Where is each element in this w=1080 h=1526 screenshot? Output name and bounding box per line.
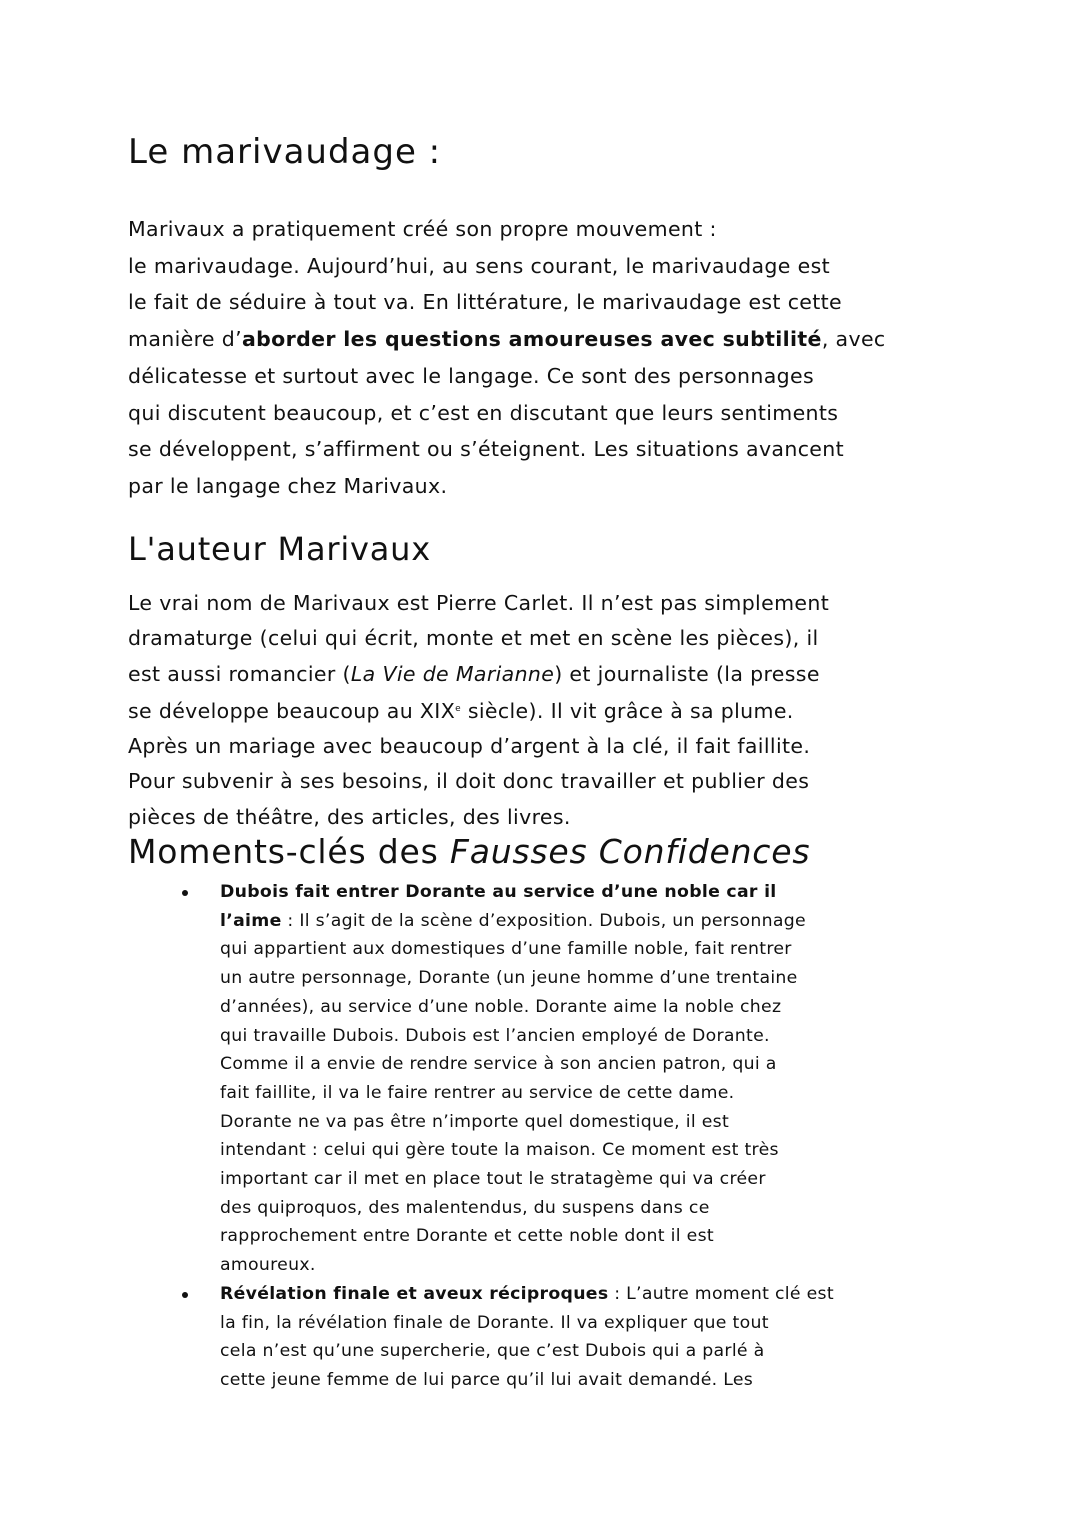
paragraph-marivaudage (128, 211, 886, 505)
text-segment: la fin, la révélation finale de Dorante. Il va expliquer que tout (220, 1312, 769, 1333)
text-segment: est aussi romancier ( (128, 661, 351, 686)
text-segment: Après un mariage avec beaucoup d’argent à la clé, il fait faillite. (128, 734, 811, 759)
text-segment: manière d’ (128, 327, 242, 352)
text-line (128, 431, 886, 468)
text-segment: : L’autre moment clé est (608, 1283, 834, 1304)
text-line (220, 878, 834, 907)
text-segment: le fait de séduire à tout va. En littérature, le marivaudage est cette (128, 290, 843, 315)
text-segment: , avec (821, 327, 886, 352)
text-segment: pièces de théâtre, des articles, des livres. (128, 804, 571, 829)
text-segment: un autre personnage, Dorante (un jeune homme d’une trentaine (220, 968, 798, 989)
text-segment: qui travaille Dubois. Dubois est l’ancien employé de Dorante. (220, 1025, 770, 1046)
text-line (220, 1251, 834, 1280)
text-segment: Dorante ne va pas être n’importe quel domestique, il est (220, 1111, 730, 1132)
text-segment: intendant : celui qui gère toute la maison. Ce moment est très (220, 1140, 779, 1161)
bullet-icon (182, 1292, 188, 1298)
text-segment: par le langage chez Marivaux. (128, 473, 448, 498)
text-line (128, 358, 886, 395)
text-line (220, 1050, 834, 1079)
text-line (128, 211, 886, 248)
text-line (128, 321, 886, 358)
text-segment: cela n’est qu’une supercherie, que c’est Dubois qui a parlé à (220, 1341, 765, 1362)
heading-text: Moments-clés des (128, 832, 450, 871)
text-line (220, 993, 834, 1022)
bold-text: l’aime (220, 910, 282, 931)
text-segment: rapprochement entre Dorante et cette noble dont il est (220, 1226, 714, 1247)
text-line (128, 468, 886, 505)
text-segment: Marivaux a pratiquement créé son propre mouvement : (128, 217, 717, 241)
text-segment: fait faillite, il va le faire rentrer au service de cette dame. (220, 1082, 735, 1103)
text-segment: important car il met en place tout le stratagème qui va créer (220, 1169, 766, 1190)
heading-marivaudage: Le marivaudage : (128, 132, 442, 172)
list-item (0, 1280, 834, 1395)
text-line (128, 800, 829, 835)
text-segment: Le vrai nom de Marivaux est Pierre Carlet. Il n’est pas simplement (128, 591, 830, 615)
text-line (220, 1222, 834, 1251)
text-line (128, 248, 886, 285)
text-segment: Comme il a envie de rendre service à son ancien patron, qui a (220, 1054, 777, 1075)
text-segment: qui appartient aux domestiques d’une famille noble, fait rentrer (220, 939, 792, 960)
text-line (128, 621, 829, 656)
text-line (220, 1136, 834, 1165)
text-line (128, 764, 829, 799)
text-segment: des quiproquos, des malentendus, du suspens dans ce (220, 1197, 710, 1218)
text-line (220, 935, 834, 964)
text-line (220, 964, 834, 993)
text-line (220, 1079, 834, 1108)
text-segment: le marivaudage. Aujourd’hui, au sens courant, le marivaudage est (128, 253, 830, 278)
text-line (220, 1165, 834, 1194)
text-line (220, 907, 834, 936)
bold-text: Dubois fait entrer Dorante au service d’une noble car il (220, 882, 777, 902)
italic-text: La Vie de Marianne (350, 661, 555, 686)
text-line (128, 657, 829, 692)
text-segment: amoureux. (220, 1255, 316, 1276)
text-line (220, 1309, 834, 1338)
text-segment: dramaturge (celui qui écrit, monte et met en scène les pièces), il (128, 626, 819, 651)
heading-auteur: L'auteur Marivaux (128, 530, 431, 568)
text-segment: Pour subvenir à ses besoins, il doit donc travailler et publier des (128, 769, 810, 794)
text-line (220, 1280, 834, 1309)
text-segment: délicatesse et surtout avec le langage. Ce sont des personnages (128, 363, 814, 388)
text-line (128, 586, 829, 621)
text-segment: : Il s’agit de la scène d’exposition. Dubois, un personnage (281, 910, 806, 931)
text-segment: qui discutent beaucoup, et c’est en discutant que leurs sentiments (128, 400, 839, 425)
text-line (220, 1022, 834, 1051)
heading-title-italic: Fausses Confidences (449, 832, 811, 871)
list-item (0, 878, 834, 1280)
text-segment: cette jeune femme de lui parce qu’il lui avait demandé. Les (220, 1369, 754, 1390)
superscript: e (455, 703, 461, 714)
text-line (128, 729, 829, 764)
text-line (220, 1366, 834, 1395)
text-line (128, 395, 886, 432)
list-item-text (220, 878, 834, 1280)
bullet-icon (182, 890, 188, 896)
heading-moments-cles (128, 832, 810, 871)
text-line (220, 1194, 834, 1223)
text-line (128, 284, 886, 321)
text-segment: ) et journaliste (la presse (554, 661, 820, 686)
moments-list (0, 878, 834, 1395)
bold-text: aborder les questions amoureuses avec subtilité (241, 327, 822, 352)
text-line (220, 1337, 834, 1366)
text-segment: se développent, s’affirment ou s’éteignent. Les situations avancent (128, 437, 845, 462)
list-item-text (220, 1280, 834, 1395)
text-line (220, 1108, 834, 1137)
text-segment: d’années), au service d’une noble. Dorante aime la noble chez (220, 996, 782, 1017)
text-segment: se développe beaucoup au XIX (128, 698, 456, 723)
text-line (128, 692, 829, 729)
text-segment: siècle). Il vit grâce à sa plume. (460, 698, 794, 723)
paragraph-auteur (128, 586, 829, 835)
bold-text: Révélation finale et aveux réciproques (220, 1283, 609, 1304)
